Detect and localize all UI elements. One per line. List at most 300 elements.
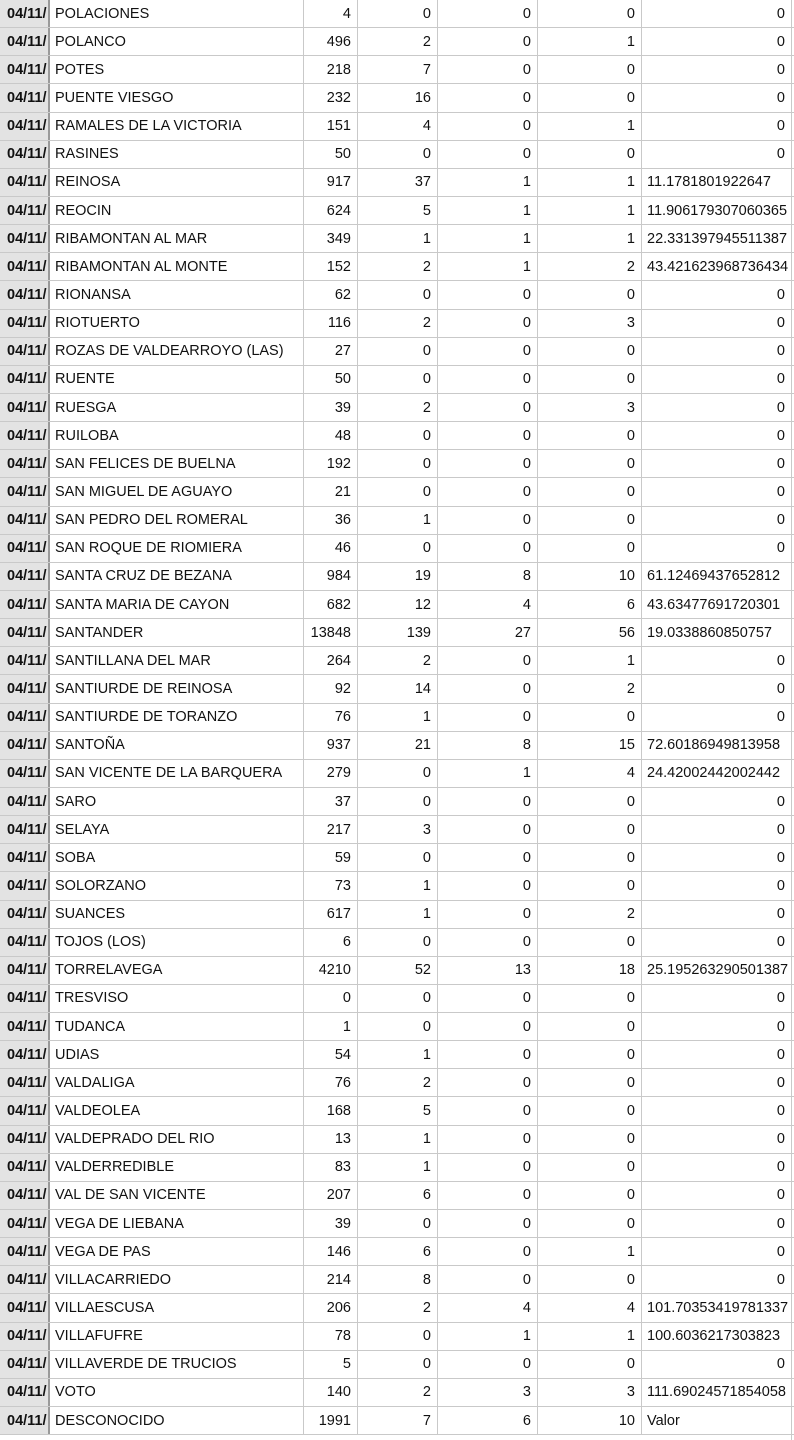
value-cell-2[interactable]: 0 bbox=[358, 141, 438, 168]
date-cell[interactable]: 04/11/ bbox=[0, 169, 50, 196]
value-cell-5[interactable]: 0 bbox=[642, 394, 792, 421]
municipality-cell[interactable]: VAL DE SAN VICENTE bbox=[50, 1182, 304, 1209]
date-cell[interactable]: 04/11/ bbox=[0, 788, 50, 815]
value-cell-3[interactable]: 0 bbox=[438, 338, 538, 365]
value-cell-3[interactable]: 1 bbox=[438, 760, 538, 787]
municipality-cell[interactable]: SANTOÑA bbox=[50, 732, 304, 759]
value-cell-2[interactable]: 1 bbox=[358, 1154, 438, 1181]
value-cell-5[interactable]: 0 bbox=[642, 1154, 792, 1181]
date-cell[interactable]: 04/11/ bbox=[0, 478, 50, 505]
value-cell-4[interactable]: 0 bbox=[538, 56, 642, 83]
value-cell-2[interactable]: 0 bbox=[358, 281, 438, 308]
value-cell-2[interactable]: 2 bbox=[358, 28, 438, 55]
date-cell[interactable]: 04/11/ bbox=[0, 816, 50, 843]
date-cell[interactable]: 04/11/ bbox=[0, 929, 50, 956]
value-cell-4[interactable]: 0 bbox=[538, 872, 642, 899]
municipality-cell[interactable]: VEGA DE PAS bbox=[50, 1238, 304, 1265]
value-cell-3[interactable]: 0 bbox=[438, 450, 538, 477]
value-cell-1[interactable]: 13848 bbox=[304, 619, 358, 646]
value-cell-4[interactable]: 6 bbox=[538, 591, 642, 618]
value-cell-5[interactable]: Valor bbox=[642, 1407, 792, 1434]
value-cell-1[interactable]: 46 bbox=[304, 535, 358, 562]
municipality-cell[interactable]: RASINES bbox=[50, 141, 304, 168]
value-cell-2[interactable]: 0 bbox=[358, 985, 438, 1012]
municipality-cell[interactable]: RIBAMONTAN AL MAR bbox=[50, 225, 304, 252]
value-cell-5[interactable]: 0 bbox=[642, 647, 792, 674]
value-cell-2[interactable]: 19 bbox=[358, 563, 438, 590]
value-cell-3[interactable]: 0 bbox=[438, 0, 538, 27]
date-cell[interactable]: 04/11/ bbox=[0, 675, 50, 702]
value-cell-3[interactable]: 8 bbox=[438, 732, 538, 759]
value-cell-2[interactable]: 0 bbox=[358, 1323, 438, 1350]
date-cell[interactable]: 04/11/ bbox=[0, 141, 50, 168]
value-cell-3[interactable]: 0 bbox=[438, 310, 538, 337]
value-cell-5[interactable]: 0 bbox=[642, 844, 792, 871]
municipality-cell[interactable]: VALDEOLEA bbox=[50, 1097, 304, 1124]
value-cell-4[interactable]: 0 bbox=[538, 1351, 642, 1378]
value-cell-4[interactable]: 3 bbox=[538, 394, 642, 421]
value-cell-2[interactable]: 0 bbox=[358, 338, 438, 365]
date-cell[interactable]: 04/11/ bbox=[0, 1323, 50, 1350]
value-cell-4[interactable]: 1 bbox=[538, 113, 642, 140]
date-cell[interactable]: 04/11/ bbox=[0, 647, 50, 674]
date-cell[interactable]: 04/11/ bbox=[0, 28, 50, 55]
value-cell-1[interactable]: 349 bbox=[304, 225, 358, 252]
value-cell-3[interactable]: 0 bbox=[438, 478, 538, 505]
value-cell-3[interactable]: 6 bbox=[438, 1407, 538, 1434]
value-cell-1[interactable]: 140 bbox=[304, 1379, 358, 1406]
value-cell-3[interactable]: 0 bbox=[438, 985, 538, 1012]
value-cell-5[interactable]: 0 bbox=[642, 1097, 792, 1124]
municipality-cell[interactable]: SANTIURDE DE TORANZO bbox=[50, 704, 304, 731]
municipality-cell[interactable]: ROZAS DE VALDEARROYO (LAS) bbox=[50, 338, 304, 365]
value-cell-4[interactable]: 0 bbox=[538, 338, 642, 365]
value-cell-5[interactable]: 0 bbox=[642, 450, 792, 477]
date-cell[interactable]: 04/11/ bbox=[0, 84, 50, 111]
value-cell-4[interactable]: 4 bbox=[538, 760, 642, 787]
municipality-cell[interactable]: SUANCES bbox=[50, 901, 304, 928]
value-cell-5[interactable]: 11.1781801922647 bbox=[642, 169, 792, 196]
value-cell-4[interactable]: 0 bbox=[538, 450, 642, 477]
value-cell-3[interactable]: 13 bbox=[438, 957, 538, 984]
value-cell-3[interactable]: 0 bbox=[438, 28, 538, 55]
value-cell-2[interactable]: 0 bbox=[358, 1351, 438, 1378]
date-cell[interactable]: 04/11/ bbox=[0, 985, 50, 1012]
value-cell-5[interactable]: 25.195263290501387 bbox=[642, 957, 792, 984]
value-cell-2[interactable]: 1 bbox=[358, 1126, 438, 1153]
value-cell-3[interactable]: 0 bbox=[438, 1041, 538, 1068]
municipality-cell[interactable]: DESCONOCIDO bbox=[50, 1407, 304, 1434]
value-cell-2[interactable]: 2 bbox=[358, 394, 438, 421]
date-cell[interactable]: 04/11/ bbox=[0, 253, 50, 280]
value-cell-1[interactable]: 214 bbox=[304, 1266, 358, 1293]
date-cell[interactable]: 04/11/ bbox=[0, 872, 50, 899]
value-cell-1[interactable]: 5 bbox=[304, 1351, 358, 1378]
value-cell-2[interactable]: 21 bbox=[358, 732, 438, 759]
value-cell-2[interactable]: 2 bbox=[358, 310, 438, 337]
date-cell[interactable]: 04/11/ bbox=[0, 450, 50, 477]
date-cell[interactable]: 04/11/ bbox=[0, 1210, 50, 1237]
date-cell[interactable]: 04/11/ bbox=[0, 366, 50, 393]
value-cell-1[interactable]: 984 bbox=[304, 563, 358, 590]
value-cell-3[interactable]: 0 bbox=[438, 394, 538, 421]
value-cell-5[interactable]: 0 bbox=[642, 84, 792, 111]
value-cell-3[interactable]: 0 bbox=[438, 1154, 538, 1181]
value-cell-5[interactable]: 43.63477691720301 bbox=[642, 591, 792, 618]
municipality-cell[interactable]: SOBA bbox=[50, 844, 304, 871]
value-cell-5[interactable]: 0 bbox=[642, 56, 792, 83]
municipality-cell[interactable]: POTES bbox=[50, 56, 304, 83]
value-cell-3[interactable]: 0 bbox=[438, 1351, 538, 1378]
date-cell[interactable]: 04/11/ bbox=[0, 1126, 50, 1153]
value-cell-4[interactable]: 0 bbox=[538, 816, 642, 843]
value-cell-3[interactable]: 4 bbox=[438, 591, 538, 618]
value-cell-5[interactable]: 101.70353419781337 bbox=[642, 1294, 792, 1321]
value-cell-1[interactable]: 21 bbox=[304, 478, 358, 505]
value-cell-1[interactable]: 146 bbox=[304, 1238, 358, 1265]
value-cell-1[interactable]: 207 bbox=[304, 1182, 358, 1209]
value-cell-2[interactable]: 0 bbox=[358, 422, 438, 449]
municipality-cell[interactable]: VILLAESCUSA bbox=[50, 1294, 304, 1321]
value-cell-2[interactable]: 5 bbox=[358, 1097, 438, 1124]
value-cell-5[interactable]: 0 bbox=[642, 281, 792, 308]
value-cell-1[interactable]: 54 bbox=[304, 1041, 358, 1068]
value-cell-5[interactable]: 0 bbox=[642, 338, 792, 365]
value-cell-4[interactable]: 10 bbox=[538, 563, 642, 590]
value-cell-5[interactable]: 0 bbox=[642, 310, 792, 337]
value-cell-1[interactable]: 76 bbox=[304, 704, 358, 731]
municipality-cell[interactable]: RIBAMONTAN AL MONTE bbox=[50, 253, 304, 280]
value-cell-4[interactable]: 4 bbox=[538, 1294, 642, 1321]
value-cell-3[interactable]: 0 bbox=[438, 141, 538, 168]
date-cell[interactable]: 04/11/ bbox=[0, 394, 50, 421]
value-cell-2[interactable]: 0 bbox=[358, 0, 438, 27]
value-cell-5[interactable]: 11.906179307060365 bbox=[642, 197, 792, 224]
value-cell-1[interactable]: 4 bbox=[304, 0, 358, 27]
value-cell-1[interactable]: 13 bbox=[304, 1126, 358, 1153]
value-cell-5[interactable]: 0 bbox=[642, 901, 792, 928]
municipality-cell[interactable]: VALDALIGA bbox=[50, 1069, 304, 1096]
value-cell-3[interactable]: 0 bbox=[438, 535, 538, 562]
value-cell-3[interactable]: 0 bbox=[438, 816, 538, 843]
value-cell-4[interactable]: 0 bbox=[538, 0, 642, 27]
value-cell-3[interactable]: 1 bbox=[438, 225, 538, 252]
value-cell-5[interactable]: 0 bbox=[642, 0, 792, 27]
value-cell-4[interactable]: 0 bbox=[538, 1154, 642, 1181]
value-cell-1[interactable]: 0 bbox=[304, 985, 358, 1012]
municipality-cell[interactable]: SAN ROQUE DE RIOMIERA bbox=[50, 535, 304, 562]
value-cell-4[interactable]: 0 bbox=[538, 281, 642, 308]
value-cell-4[interactable]: 0 bbox=[538, 1097, 642, 1124]
value-cell-1[interactable]: 116 bbox=[304, 310, 358, 337]
value-cell-2[interactable]: 0 bbox=[358, 788, 438, 815]
value-cell-4[interactable]: 15 bbox=[538, 732, 642, 759]
municipality-cell[interactable]: TOJOS (LOS) bbox=[50, 929, 304, 956]
value-cell-1[interactable]: 62 bbox=[304, 281, 358, 308]
value-cell-4[interactable]: 0 bbox=[538, 422, 642, 449]
value-cell-1[interactable]: 50 bbox=[304, 366, 358, 393]
value-cell-2[interactable]: 6 bbox=[358, 1238, 438, 1265]
value-cell-5[interactable]: 0 bbox=[642, 929, 792, 956]
value-cell-4[interactable]: 0 bbox=[538, 507, 642, 534]
date-cell[interactable]: 04/11/ bbox=[0, 619, 50, 646]
value-cell-1[interactable]: 83 bbox=[304, 1154, 358, 1181]
value-cell-3[interactable]: 3 bbox=[438, 1379, 538, 1406]
value-cell-5[interactable]: 0 bbox=[642, 478, 792, 505]
value-cell-3[interactable]: 1 bbox=[438, 253, 538, 280]
value-cell-2[interactable]: 1 bbox=[358, 704, 438, 731]
municipality-cell[interactable]: VILLAVERDE DE TRUCIOS bbox=[50, 1351, 304, 1378]
value-cell-5[interactable]: 43.421623968736434 bbox=[642, 253, 792, 280]
date-cell[interactable]: 04/11/ bbox=[0, 1351, 50, 1378]
value-cell-2[interactable]: 0 bbox=[358, 1210, 438, 1237]
date-cell[interactable]: 04/11/ bbox=[0, 113, 50, 140]
value-cell-3[interactable]: 0 bbox=[438, 507, 538, 534]
value-cell-5[interactable]: 0 bbox=[642, 1238, 792, 1265]
municipality-cell[interactable]: VILLAFUFRE bbox=[50, 1323, 304, 1350]
value-cell-3[interactable]: 0 bbox=[438, 929, 538, 956]
value-cell-5[interactable]: 0 bbox=[642, 535, 792, 562]
value-cell-3[interactable]: 0 bbox=[438, 281, 538, 308]
value-cell-1[interactable]: 152 bbox=[304, 253, 358, 280]
value-cell-2[interactable]: 37 bbox=[358, 169, 438, 196]
value-cell-4[interactable]: 0 bbox=[538, 929, 642, 956]
value-cell-4[interactable]: 0 bbox=[538, 1013, 642, 1040]
date-cell[interactable]: 04/11/ bbox=[0, 225, 50, 252]
value-cell-3[interactable]: 0 bbox=[438, 1182, 538, 1209]
value-cell-5[interactable]: 0 bbox=[642, 675, 792, 702]
value-cell-3[interactable]: 0 bbox=[438, 704, 538, 731]
value-cell-5[interactable]: 0 bbox=[642, 141, 792, 168]
value-cell-3[interactable]: 0 bbox=[438, 1210, 538, 1237]
date-cell[interactable]: 04/11/ bbox=[0, 1294, 50, 1321]
value-cell-5[interactable]: 0 bbox=[642, 1126, 792, 1153]
value-cell-1[interactable]: 264 bbox=[304, 647, 358, 674]
municipality-cell[interactable]: TRESVISO bbox=[50, 985, 304, 1012]
value-cell-4[interactable]: 1 bbox=[538, 647, 642, 674]
value-cell-4[interactable]: 1 bbox=[538, 28, 642, 55]
value-cell-4[interactable]: 0 bbox=[538, 1182, 642, 1209]
municipality-cell[interactable]: SELAYA bbox=[50, 816, 304, 843]
value-cell-3[interactable]: 1 bbox=[438, 1323, 538, 1350]
value-cell-5[interactable]: 0 bbox=[642, 1351, 792, 1378]
value-cell-4[interactable]: 0 bbox=[538, 1041, 642, 1068]
value-cell-5[interactable]: 0 bbox=[642, 872, 792, 899]
value-cell-3[interactable]: 0 bbox=[438, 1126, 538, 1153]
value-cell-3[interactable]: 0 bbox=[438, 113, 538, 140]
value-cell-2[interactable]: 0 bbox=[358, 478, 438, 505]
value-cell-3[interactable]: 0 bbox=[438, 675, 538, 702]
value-cell-5[interactable]: 61.12469437652812 bbox=[642, 563, 792, 590]
municipality-cell[interactable]: UDIAS bbox=[50, 1041, 304, 1068]
value-cell-2[interactable]: 139 bbox=[358, 619, 438, 646]
date-cell[interactable]: 04/11/ bbox=[0, 1407, 50, 1434]
value-cell-1[interactable]: 78 bbox=[304, 1323, 358, 1350]
value-cell-3[interactable]: 0 bbox=[438, 366, 538, 393]
value-cell-4[interactable]: 0 bbox=[538, 1069, 642, 1096]
municipality-cell[interactable]: RUESGA bbox=[50, 394, 304, 421]
municipality-cell[interactable]: SANTA MARIA DE CAYON bbox=[50, 591, 304, 618]
value-cell-3[interactable]: 0 bbox=[438, 422, 538, 449]
value-cell-5[interactable]: 0 bbox=[642, 704, 792, 731]
value-cell-3[interactable]: 0 bbox=[438, 1238, 538, 1265]
value-cell-5[interactable]: 0 bbox=[642, 816, 792, 843]
municipality-cell[interactable]: SAN MIGUEL DE AGUAYO bbox=[50, 478, 304, 505]
value-cell-1[interactable]: 27 bbox=[304, 338, 358, 365]
municipality-cell[interactable]: PUENTE VIESGO bbox=[50, 84, 304, 111]
value-cell-5[interactable]: 72.60186949813958 bbox=[642, 732, 792, 759]
value-cell-1[interactable]: 59 bbox=[304, 844, 358, 871]
value-cell-3[interactable]: 0 bbox=[438, 1069, 538, 1096]
value-cell-4[interactable]: 0 bbox=[538, 1210, 642, 1237]
value-cell-3[interactable]: 0 bbox=[438, 84, 538, 111]
value-cell-2[interactable]: 8 bbox=[358, 1266, 438, 1293]
municipality-cell[interactable]: RUILOBA bbox=[50, 422, 304, 449]
date-cell[interactable]: 04/11/ bbox=[0, 844, 50, 871]
value-cell-3[interactable]: 8 bbox=[438, 563, 538, 590]
municipality-cell[interactable]: SANTANDER bbox=[50, 619, 304, 646]
value-cell-2[interactable]: 2 bbox=[358, 253, 438, 280]
value-cell-3[interactable]: 0 bbox=[438, 1013, 538, 1040]
date-cell[interactable]: 04/11/ bbox=[0, 1154, 50, 1181]
value-cell-4[interactable]: 0 bbox=[538, 1266, 642, 1293]
municipality-cell[interactable]: VILLACARRIEDO bbox=[50, 1266, 304, 1293]
value-cell-2[interactable]: 0 bbox=[358, 844, 438, 871]
value-cell-4[interactable]: 1 bbox=[538, 197, 642, 224]
value-cell-2[interactable]: 7 bbox=[358, 56, 438, 83]
value-cell-1[interactable]: 218 bbox=[304, 56, 358, 83]
municipality-cell[interactable]: SANTILLANA DEL MAR bbox=[50, 647, 304, 674]
value-cell-2[interactable]: 0 bbox=[358, 760, 438, 787]
value-cell-5[interactable]: 0 bbox=[642, 28, 792, 55]
date-cell[interactable]: 04/11/ bbox=[0, 760, 50, 787]
value-cell-1[interactable]: 50 bbox=[304, 141, 358, 168]
value-cell-4[interactable]: 1 bbox=[538, 1238, 642, 1265]
date-cell[interactable]: 04/11/ bbox=[0, 310, 50, 337]
municipality-cell[interactable]: SAN VICENTE DE LA BARQUERA bbox=[50, 760, 304, 787]
value-cell-2[interactable]: 16 bbox=[358, 84, 438, 111]
value-cell-3[interactable]: 0 bbox=[438, 1097, 538, 1124]
value-cell-2[interactable]: 1 bbox=[358, 901, 438, 928]
value-cell-5[interactable]: 0 bbox=[642, 507, 792, 534]
date-cell[interactable]: 04/11/ bbox=[0, 1041, 50, 1068]
municipality-cell[interactable]: REINOSA bbox=[50, 169, 304, 196]
value-cell-2[interactable]: 0 bbox=[358, 1013, 438, 1040]
value-cell-5[interactable]: 0 bbox=[642, 1266, 792, 1293]
value-cell-2[interactable]: 2 bbox=[358, 1379, 438, 1406]
value-cell-3[interactable]: 0 bbox=[438, 901, 538, 928]
value-cell-2[interactable]: 12 bbox=[358, 591, 438, 618]
value-cell-5[interactable]: 0 bbox=[642, 1013, 792, 1040]
municipality-cell[interactable]: POLACIONES bbox=[50, 0, 304, 27]
value-cell-1[interactable]: 192 bbox=[304, 450, 358, 477]
municipality-cell[interactable]: SAN PEDRO DEL ROMERAL bbox=[50, 507, 304, 534]
value-cell-5[interactable]: 0 bbox=[642, 985, 792, 1012]
value-cell-1[interactable]: 37 bbox=[304, 788, 358, 815]
value-cell-4[interactable]: 2 bbox=[538, 253, 642, 280]
date-cell[interactable]: 04/11/ bbox=[0, 732, 50, 759]
value-cell-1[interactable]: 206 bbox=[304, 1294, 358, 1321]
value-cell-3[interactable]: 0 bbox=[438, 788, 538, 815]
municipality-cell[interactable]: SANTA CRUZ DE BEZANA bbox=[50, 563, 304, 590]
value-cell-2[interactable]: 1 bbox=[358, 507, 438, 534]
value-cell-5[interactable]: 22.331397945511387 bbox=[642, 225, 792, 252]
municipality-cell[interactable]: SARO bbox=[50, 788, 304, 815]
value-cell-1[interactable]: 4210 bbox=[304, 957, 358, 984]
value-cell-1[interactable]: 937 bbox=[304, 732, 358, 759]
value-cell-5[interactable]: 0 bbox=[642, 1210, 792, 1237]
municipality-cell[interactable]: VALDERREDIBLE bbox=[50, 1154, 304, 1181]
value-cell-2[interactable]: 14 bbox=[358, 675, 438, 702]
value-cell-3[interactable]: 0 bbox=[438, 56, 538, 83]
value-cell-4[interactable]: 3 bbox=[538, 1379, 642, 1406]
date-cell[interactable]: 04/11/ bbox=[0, 56, 50, 83]
value-cell-3[interactable]: 4 bbox=[438, 1294, 538, 1321]
value-cell-1[interactable]: 92 bbox=[304, 675, 358, 702]
value-cell-1[interactable]: 39 bbox=[304, 1210, 358, 1237]
date-cell[interactable]: 04/11/ bbox=[0, 197, 50, 224]
value-cell-3[interactable]: 0 bbox=[438, 1266, 538, 1293]
value-cell-2[interactable]: 0 bbox=[358, 929, 438, 956]
value-cell-2[interactable]: 0 bbox=[358, 535, 438, 562]
municipality-cell[interactable]: SOLORZANO bbox=[50, 872, 304, 899]
municipality-cell[interactable]: TUDANCA bbox=[50, 1013, 304, 1040]
value-cell-1[interactable]: 617 bbox=[304, 901, 358, 928]
value-cell-4[interactable]: 0 bbox=[538, 535, 642, 562]
value-cell-1[interactable]: 1991 bbox=[304, 1407, 358, 1434]
value-cell-5[interactable]: 0 bbox=[642, 1041, 792, 1068]
value-cell-5[interactable]: 0 bbox=[642, 422, 792, 449]
municipality-cell[interactable]: POLANCO bbox=[50, 28, 304, 55]
value-cell-5[interactable]: 0 bbox=[642, 1182, 792, 1209]
value-cell-2[interactable]: 3 bbox=[358, 816, 438, 843]
municipality-cell[interactable]: RIONANSA bbox=[50, 281, 304, 308]
date-cell[interactable]: 04/11/ bbox=[0, 338, 50, 365]
date-cell[interactable]: 04/11/ bbox=[0, 1069, 50, 1096]
municipality-cell[interactable]: RIOTUERTO bbox=[50, 310, 304, 337]
value-cell-2[interactable]: 0 bbox=[358, 450, 438, 477]
municipality-cell[interactable]: RUENTE bbox=[50, 366, 304, 393]
value-cell-2[interactable]: 2 bbox=[358, 647, 438, 674]
date-cell[interactable]: 04/11/ bbox=[0, 1238, 50, 1265]
value-cell-4[interactable]: 2 bbox=[538, 901, 642, 928]
value-cell-1[interactable]: 624 bbox=[304, 197, 358, 224]
value-cell-4[interactable]: 10 bbox=[538, 1407, 642, 1434]
date-cell[interactable]: 04/11/ bbox=[0, 1379, 50, 1406]
value-cell-2[interactable]: 1 bbox=[358, 225, 438, 252]
value-cell-5[interactable]: 0 bbox=[642, 366, 792, 393]
municipality-cell[interactable]: VALDEPRADO DEL RIO bbox=[50, 1126, 304, 1153]
date-cell[interactable]: 04/11/ bbox=[0, 1266, 50, 1293]
date-cell[interactable]: 04/11/ bbox=[0, 281, 50, 308]
value-cell-3[interactable]: 1 bbox=[438, 197, 538, 224]
value-cell-4[interactable]: 0 bbox=[538, 788, 642, 815]
municipality-cell[interactable]: VOTO bbox=[50, 1379, 304, 1406]
value-cell-4[interactable]: 3 bbox=[538, 310, 642, 337]
municipality-cell[interactable]: TORRELAVEGA bbox=[50, 957, 304, 984]
value-cell-4[interactable]: 1 bbox=[538, 1323, 642, 1350]
value-cell-3[interactable]: 1 bbox=[438, 169, 538, 196]
value-cell-4[interactable]: 56 bbox=[538, 619, 642, 646]
date-cell[interactable]: 04/11/ bbox=[0, 901, 50, 928]
value-cell-1[interactable]: 48 bbox=[304, 422, 358, 449]
value-cell-4[interactable]: 0 bbox=[538, 1126, 642, 1153]
municipality-cell[interactable]: SAN FELICES DE BUELNA bbox=[50, 450, 304, 477]
value-cell-5[interactable]: 0 bbox=[642, 113, 792, 140]
value-cell-3[interactable]: 0 bbox=[438, 844, 538, 871]
date-cell[interactable]: 04/11/ bbox=[0, 535, 50, 562]
value-cell-1[interactable]: 39 bbox=[304, 394, 358, 421]
